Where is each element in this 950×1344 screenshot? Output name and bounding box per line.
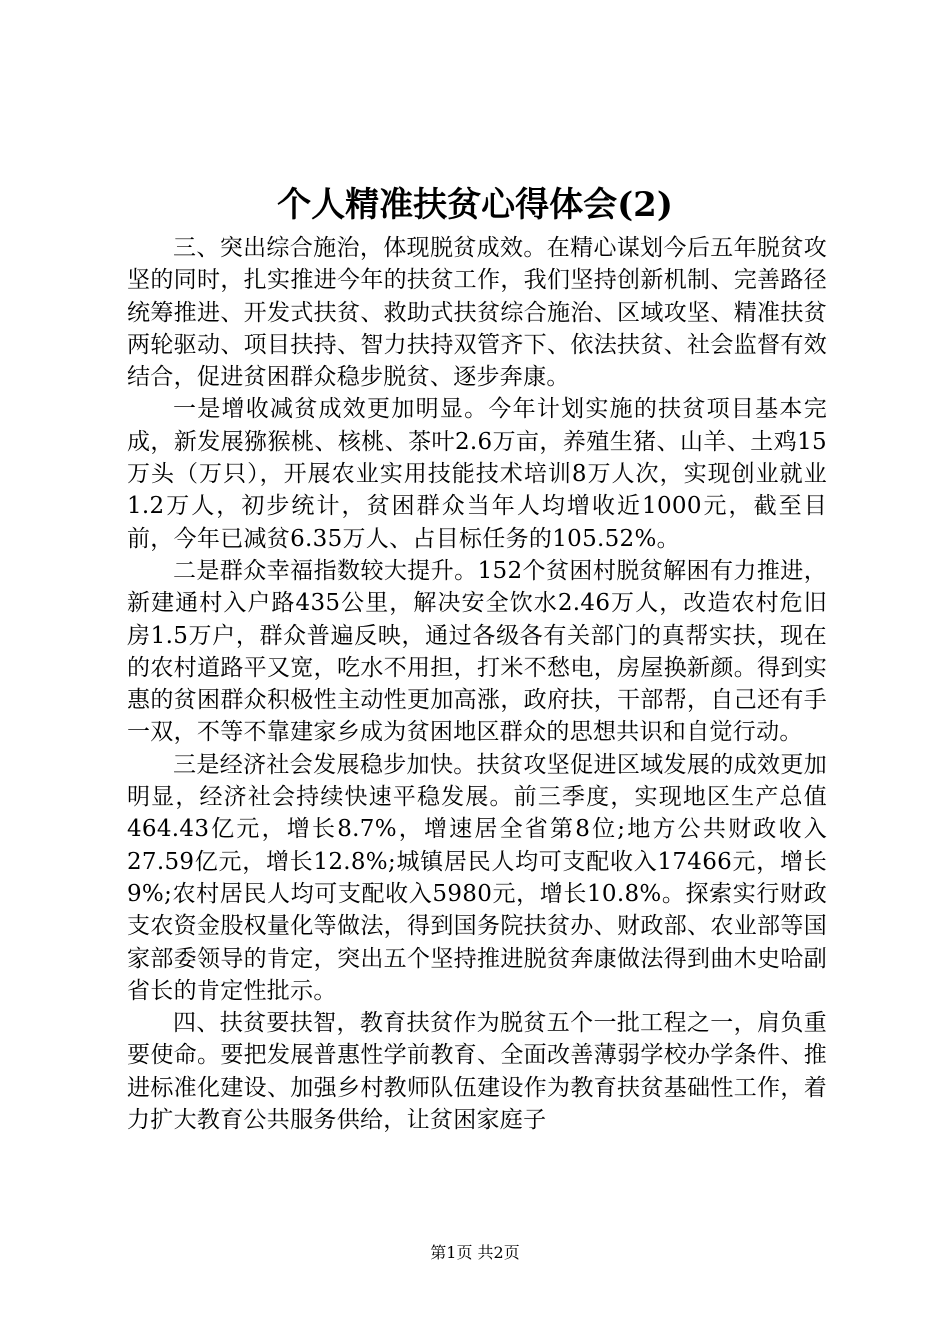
paragraph-5: 四、扶贫要扶智，教育扶贫作为脱贫五个一批工程之一，肩负重要使命。要把发展普惠性学前教育、全面改善薄弱学校办学条件、推进标准化建设、加强乡村教师队伍建设作为教育扶贫基础性工作，着力扩大教育公共服务供给，让贫困家庭子	[127, 1010, 827, 1134]
paragraph-4: 三是经济社会发展稳步加快。扶贫攻坚促进区域发展的成效更加明显，经济社会持续快速平稳发展。前三季度，实现地区生产总值464.43亿元，增长8.7%，增速居全省第8位;地方公共财政收入27.59亿元，增长12.8%;城镇居民人均可支配收入17466元，增长9%;农村居民人均可支配收入5980元，增长10.8%。探索实行财政支农资金股权量化等做法，得到国务院扶贫办、财政部、农业部等国家部委领导的肯定，突出五个坚持推进脱贫奔康做法得到曲木史哈副省长的肯定性批示。	[127, 751, 827, 1004]
paragraph-2: 一是增收减贫成效更加明显。今年计划实施的扶贫项目基本完成，新发展猕猴桃、核桃、茶叶2.6万亩，养殖生猪、山羊、土鸡15万头（万只），开展农业实用技能技术培训8万人次，实现创业就业1.2万人，初步统计，贫困群众当年人均增收近1000元，截至目前，今年已减贫6.35万人、占目标任务的105.52%。	[127, 396, 827, 552]
paragraph-3: 二是群众幸福指数较大提升。152个贫困村脱贫解困有力推进，新建通村入户路435公里，解决安全饮水2.46万人，改造农村危旧房1.5万户，群众普遍反映，通过各级各有关部门的真帮实扶，现在的农村道路平又宽，吃水不用担，打米不愁电，房屋换新颜。得到实惠的贫困群众积极性主动性更加高涨，政府扶，干部帮，自己还有手一双，不等不靠建家乡成为贫困地区群众的思想共识和自觉行动。	[127, 557, 827, 746]
paragraph-1: 三、突出综合施治，体现脱贫成效。在精心谋划今后五年脱贫攻坚的同时，扎实推进今年的扶贫工作，我们坚持创新机制、完善路径统筹推进、开发式扶贫、救助式扶贫综合施治、区域攻坚、精准扶贫两轮驱动、项目扶持、智力扶持双管齐下、依法扶贫、社会监督有效结合，促进贫困群众稳步脱贫、逐步奔康。	[127, 235, 827, 391]
document-body	[127, 232, 827, 1136]
document-title: 个人精准扶贫心得体会(2)	[277, 185, 673, 225]
page-number-footer: 第1页 共2页	[430, 1243, 520, 1262]
